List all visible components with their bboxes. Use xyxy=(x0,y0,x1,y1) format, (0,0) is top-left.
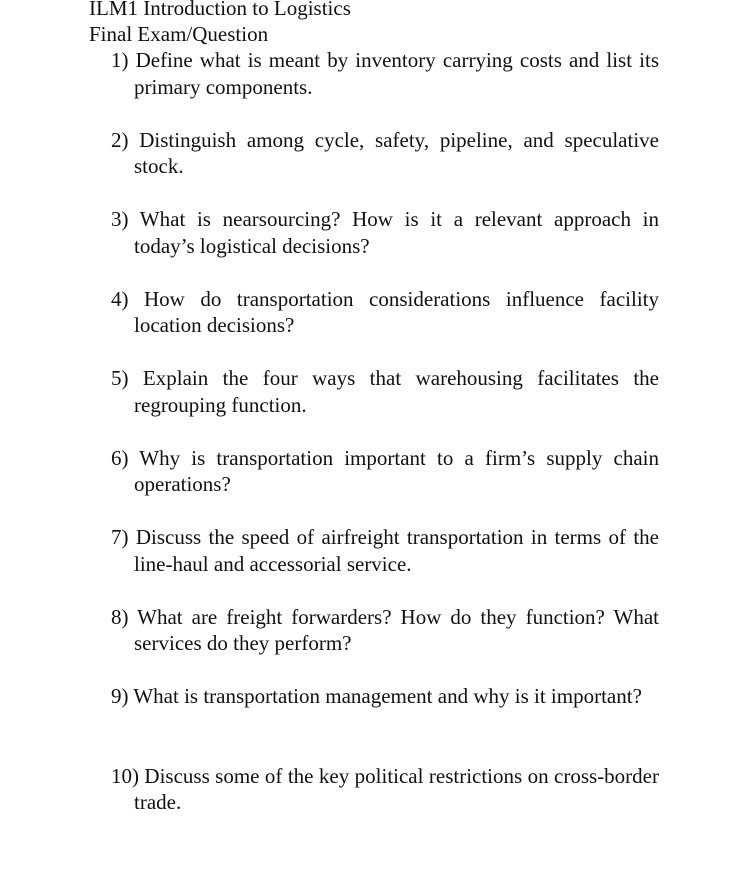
question-7: 7) Discuss the speed of airfreight transportation in terms of the line-haul and accessorial service. xyxy=(111,525,659,576)
question-3: 3) What is nearsourcing? How is it a relevant approach in today’s logistical decisions? xyxy=(111,207,659,258)
question-9: 9) What is transportation management and why is it important? xyxy=(111,684,642,708)
question-1: 1) Define what is meant by inventory carrying costs and list its primary components. xyxy=(111,48,659,99)
question-4: 4) How do transportation considerations influence facility location decisions? xyxy=(111,286,659,337)
question-6: 6) Why is transportation important to a firm’s supply chain operations? xyxy=(111,445,659,496)
course-title: ILM1 Introduction to Logistics xyxy=(89,0,351,20)
question-5: 5) Explain the four ways that warehousing facilitates the regrouping function. xyxy=(111,366,659,417)
question-2: 2) Distinguish among cycle, safety, pipeline, and speculative stock. xyxy=(111,127,659,178)
question-list xyxy=(111,47,659,842)
question-10: 10) Discuss some of the key political restrictions on cross-border trade. xyxy=(111,763,659,814)
question-8: 8) What are freight forwarders? How do they function? What services do they perform? xyxy=(111,604,659,655)
exam-title: Final Exam/Question xyxy=(89,22,269,46)
